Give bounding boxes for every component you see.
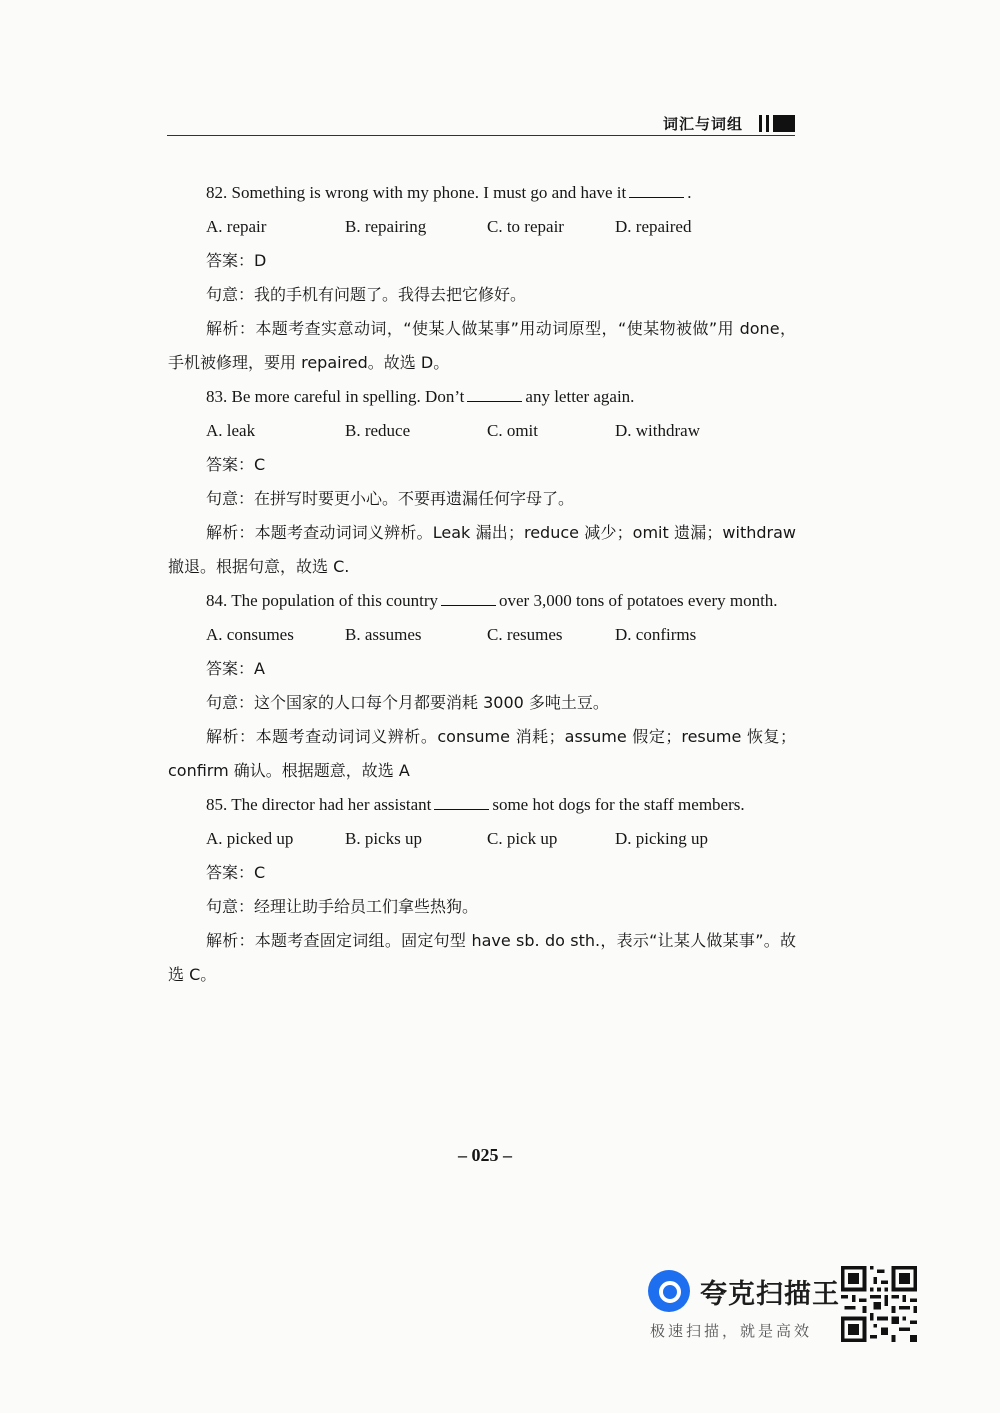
option-c: C. resumes	[487, 625, 563, 644]
scanner-logo-icon	[648, 1270, 690, 1312]
option-c: C. to repair	[487, 217, 564, 236]
option-d: D. repaired	[615, 217, 692, 236]
question-82	[168, 176, 796, 380]
options-row	[168, 618, 796, 652]
option-a: A. picked up	[206, 829, 294, 848]
question-list	[168, 176, 796, 992]
meaning-line: 句意：这个国家的人口每个月都要消耗 3000 多吨土豆。	[206, 693, 609, 712]
option-b: B. picks up	[345, 829, 422, 848]
question-83	[168, 380, 796, 584]
options-row	[168, 414, 796, 448]
analysis-text: 解析：本题考查动词词义辨析。Leak 漏出；reduce 减少；omit 遗漏；withdraw 撤退。根据句意，故选 C.	[168, 523, 796, 576]
option-a: A. consumes	[206, 625, 294, 644]
analysis-text: 解析：本题考查固定词组。固定句型 have sb. do sth.，表示“让某人做某事”。故选 C。	[168, 931, 796, 984]
answer-line: 答案：C	[206, 863, 266, 882]
question-85	[168, 788, 796, 992]
answer-line: 答案：C	[206, 455, 266, 474]
meaning-line: 句意：在拼写时要更小心。不要再遗漏任何字母了。	[206, 489, 575, 508]
option-a: A. repair	[206, 217, 267, 236]
question-stem: 83. Be more careful in spelling. Don’t any letter again.	[206, 387, 635, 406]
option-d: D. withdraw	[615, 421, 700, 440]
header-title: 词汇与词组	[663, 115, 744, 133]
option-c: C. pick up	[487, 829, 558, 848]
scanner-slogan: 极速扫描，就是高效	[650, 1322, 813, 1340]
question-84	[168, 584, 796, 788]
answer-line: 答案：D	[206, 251, 267, 270]
meaning-line: 句意：我的手机有问题了。我得去把它修好。	[206, 285, 527, 304]
answer-blank	[441, 605, 496, 606]
answer-blank	[467, 401, 522, 402]
options-row	[168, 822, 796, 856]
option-b: B. assumes	[345, 625, 422, 644]
answer-line: 答案：A	[206, 659, 265, 678]
meaning-line: 句意：经理让助手给员工们拿些热狗。	[206, 897, 479, 916]
qr-code-icon	[838, 1266, 920, 1342]
question-stem: 84. The population of this country over 3,000 tons of potatoes every month.	[206, 591, 778, 610]
option-c: C. omit	[487, 421, 539, 440]
answer-blank	[629, 197, 684, 198]
option-b: B. reduce	[345, 421, 411, 440]
scanner-name: 夸克扫描王	[700, 1279, 840, 1310]
answer-blank	[434, 809, 489, 810]
option-d: D. picking up	[615, 829, 709, 848]
analysis-text: 解析：本题考查动词词义辨析。consume 消耗；assume 假定；resume 恢复；confirm 确认。根据题意，故选 A	[168, 727, 796, 780]
page-number: – 025 –	[458, 1145, 512, 1165]
question-stem: 82. Something is wrong with my phone. I must go and have it .	[206, 183, 692, 202]
header-rule	[167, 135, 795, 136]
question-stem: 85. The director had her assistant some hot dogs for the staff members.	[206, 795, 745, 814]
option-a: A. leak	[206, 421, 256, 440]
option-b: B. repairing	[345, 217, 427, 236]
option-d: D. confirms	[615, 625, 697, 644]
analysis-text: 解析：本题考查实意动词，“使某人做某事”用动词原型，“使某物被做”用 done，手机被修理，要用 repaired。故选 D。	[168, 319, 796, 372]
options-row	[168, 210, 796, 244]
